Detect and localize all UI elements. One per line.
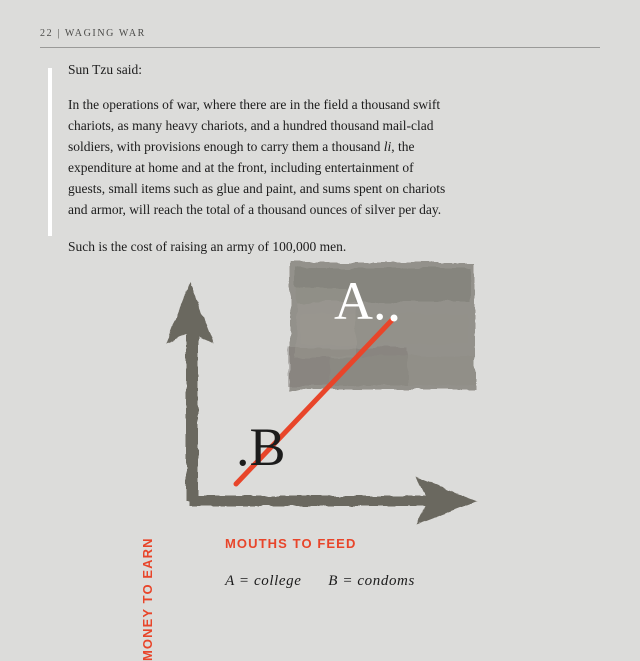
paragraph-one-part-one: In the operations of war, where there are in the field a thousand swift chariots, as many heavy chariots, and a hundred thousand mail-clad soldiers, with provisions enough to carry them a thousand [68, 96, 441, 154]
text-block [68, 60, 450, 257]
body-content [48, 60, 450, 257]
intro-line: Sun Tzu said: [68, 62, 142, 77]
point-a-dot [391, 315, 398, 322]
header-separator: | [57, 28, 61, 39]
page-header [40, 28, 600, 48]
x-axis-label: MOUTHS TO FEED [225, 536, 357, 551]
page-number: 22 [40, 28, 54, 39]
figure-illustration [0, 248, 640, 661]
y-axis-label: MONEY TO EARN [140, 537, 155, 661]
point-a-label: A. [334, 271, 387, 331]
margin-rule [48, 68, 52, 236]
x-axis-arrow [190, 477, 478, 525]
figure-caption [0, 573, 640, 590]
point-b-label: .B [236, 417, 286, 477]
paragraph-one-part-two: , the expenditure at home and at the front, including entertainment of guests, small items such as glue and paint, and sums spent on chariots and armor, will reach the total of a thousand ounces of silver per day. [68, 138, 446, 217]
paragraph-two: Such is the cost of raising an army of 100,000 men. [68, 238, 347, 254]
paragraph-one-italic-term: li [383, 138, 392, 154]
paragraph-one [68, 94, 450, 220]
caption-a: A = college [225, 573, 302, 589]
chapter-title: WAGING WAR [64, 28, 146, 39]
caption-b: B = condoms [328, 573, 415, 589]
y-axis-arrow [166, 282, 214, 501]
running-head [40, 28, 600, 39]
